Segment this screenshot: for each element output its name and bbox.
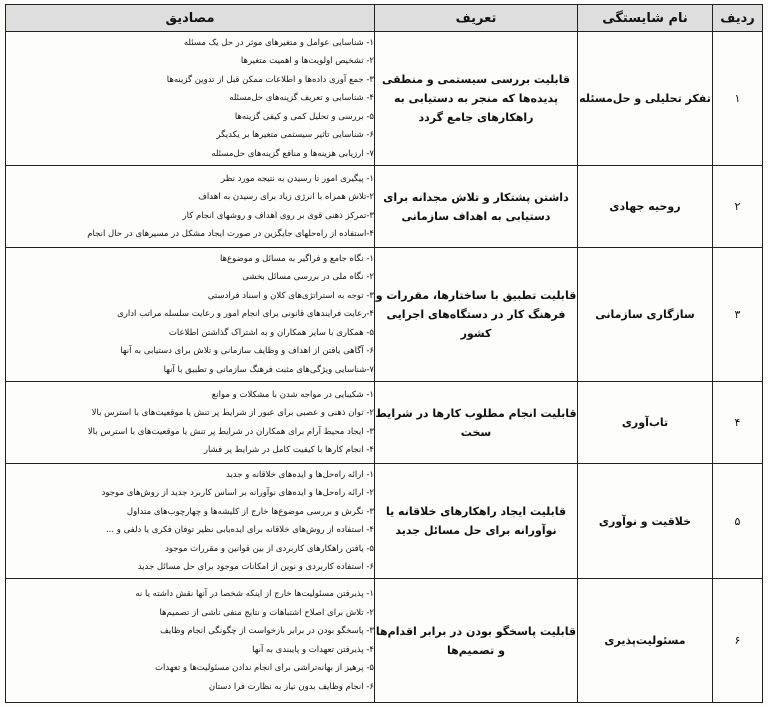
examples-cell (6, 579, 375, 703)
example-item: ۳- نگرش و بررسی موضوع‌ها خارج از کلیشه‌ها و چهارچوب‌های متداول (126, 506, 374, 517)
row-number: ۲ (713, 166, 763, 248)
examples-cell (6, 248, 375, 382)
example-item: ۷-شناسایی ویژگی‌های مثبت فرهنگ سازمانی و تطبیق با آنها (163, 364, 374, 375)
examples-cell (6, 166, 375, 248)
example-item: ۱- ارائه راه‌حل‌ها و ایده‌های خلاقانه و جدید (225, 469, 374, 480)
table-row (6, 32, 763, 166)
header-examples: مصادیق (6, 5, 375, 32)
examples-list (6, 170, 374, 244)
examples-list (6, 386, 374, 460)
row-number: ۴ (713, 382, 763, 464)
competency-definition: قابلیت پاسخگو بودن در برابر اقدام‌ها و تصمیم‌ها (375, 579, 578, 703)
example-item: ۴- استفاده از روش‌های خلاقانه برای ایده‌یابی نظیر توفان فکری یا دلفی و ... (105, 525, 374, 535)
competency-name: مسئولیت‌پذیری (578, 579, 713, 703)
examples-cell (6, 464, 375, 579)
example-item: ۳- پاسخگو بودن در برابر بازخواست از چگونگی انجام وظایف (160, 626, 374, 636)
example-item: ۳-تمرکز ذهنی قوی بر روی اهداف و روشهای انجام کار (182, 210, 374, 221)
table-row (6, 166, 763, 248)
table-row (6, 464, 763, 579)
example-item: ۵- یافتن راهکارهای کاربردی از بین قوانین و مقررات موجود (165, 543, 374, 554)
competency-name: روحیه جهادی (578, 166, 713, 248)
example-item: ۴- پذیرفتن تعهدات و پایبندی به آنها (252, 644, 374, 655)
example-item: ۴-استفاده از راه‌حلهای جایگزین در صورت ایجاد مشکل در مسیرهای در حال انجام (87, 229, 374, 239)
row-number: ۵ (713, 464, 763, 579)
example-item: ۲- توان ذهنی و عصبی برای عبور از شرایط پر تنش یا موقعیت‌های با استرس بالا (91, 408, 374, 418)
example-item: ۲- نگاه ملی در بررسی مسائل بخشی (242, 272, 374, 283)
example-item: ۲-تلاش همراه با انرژی زیاد برای رسیدن به اهداف (198, 192, 374, 202)
examples-list (6, 585, 374, 696)
competency-definition: قابلیت ایجاد راهکارهای خلاقانه یا نوآورانه برای حل مسائل جدید (375, 464, 578, 579)
example-item: ۱- پذیرفتن مسئولیت‌ها خارج از اینکه شخصا در آنها نقش داشته یا نه (135, 589, 374, 599)
table-row (6, 579, 763, 703)
example-item: ۴-رعایت فرایندهای قانونی برای انجام امور و رعایت سلسله مراتب اداری (117, 309, 374, 320)
row-number: ۳ (713, 248, 763, 382)
example-item: ۵- بررسی و تحلیل کمی و کیفی گزینه‌ها (234, 111, 374, 122)
row-number: ۶ (713, 579, 763, 703)
example-item: ۲- تشخیص اولویت‌ها و اهمیت متغیرها (240, 56, 374, 67)
example-item: ۵- همکاری با سایر همکاران و به اشتراک گذاشتن اطلاعات (168, 327, 374, 338)
example-item: ۱- شناسایی عوامل و متغیرهای موثر در حل یک مسئله (183, 37, 374, 48)
example-item: ۴- شناسایی و تعریف گزینه‌های حل‌مسئله (229, 93, 374, 104)
header-row (6, 5, 763, 32)
header-competency-name: نام شایستگی (578, 5, 713, 32)
competency-definition: قابلیت بررسی سیستمی و منطقی پدیده‌ها که منجر به دستیابی به راهکارهای جامع گردد (375, 32, 578, 166)
header-definition: تعریف (375, 5, 578, 32)
example-item: ۱- شکیبایی در مواجه شدن با مشکلات و موانع (211, 389, 374, 400)
example-item: ۷- ارزیابی هزینه‌ها و منافع گزینه‌های حل‌مسئله (211, 148, 374, 159)
competency-name: تاب‌آوری (578, 382, 713, 464)
example-item: ۶- آگاهی یافتن از اهداف و وظایف سازمانی و تلاش برای دستیابی به آنها (120, 346, 374, 357)
example-item: ۳- توجه به استراتژی‌های کلان و اسناد فرادستی (207, 290, 374, 301)
competency-definition: قابلیت انجام مطلوب کارها در شرایط سخت (375, 382, 578, 464)
competency-definition: داشتن پشتکار و تلاش مجدانه برای دستیابی به اهداف سازمانی (375, 166, 578, 248)
example-item: ۳- ایجاد محیط آرام برای همکاران در شرایط پر تنش یا موقعیت‌های با استرس بالا (87, 426, 374, 437)
table-row (6, 248, 763, 382)
table-body (6, 32, 763, 703)
example-item: ۱- نگاه جامع و فراگیر به مسائل و موضوع‌ها (219, 253, 374, 264)
example-item: ۶- انجام وظایف بدون نیاز به نظارت فرا دستان (208, 681, 374, 692)
example-item: ۱- پیگیری امور تا رسیدن به نتیجه مورد نظر (221, 173, 374, 184)
examples-cell (6, 382, 375, 464)
examples-list (6, 466, 374, 577)
examples-list (6, 34, 374, 164)
examples-cell (6, 32, 375, 166)
table-row (6, 382, 763, 464)
example-item: ۶- شناسایی تاثیر سیستمی متغیرها بر یکدیگر (216, 130, 374, 141)
row-number: ۱ (713, 32, 763, 166)
example-item: ۲- ارائه راه‌حل‌ها و ایده‌های نوآورانه بر اساس کاربرد جدید از روش‌های موجود (101, 488, 374, 498)
competency-name: تفکر تحلیلی و حل‌مسئله (578, 32, 713, 166)
competency-table (5, 4, 763, 703)
competency-definition: قابلیت تطبیق با ساختارها، مقررات و فرهنگ کار در دستگاه‌های اجرایی کشور (375, 248, 578, 382)
competency-name: خلاقیت و نوآوری (578, 464, 713, 579)
example-item: ۵- پرهیز از بهانه‌تراشی برای انجام ندادن مسئولیت‌ها و تعهدات (155, 663, 374, 673)
example-item: ۳- جمع آوری داده‌ها و اطلاعات ممکن قبل از تدوین گزینه‌ها (166, 74, 374, 85)
example-item: ۶- استفاده کاربردی و نوین از امکانات موجود برای حل مسائل جدید (137, 562, 374, 572)
examples-list (6, 250, 374, 380)
competency-name: سازگاری سازمانی (578, 248, 713, 382)
example-item: ۴- انجام کارها با کیفیت کامل در شرایط پر فشار (203, 445, 374, 455)
header-row-number: ردیف (713, 5, 763, 32)
example-item: ۲- تلاش برای اصلاح اشتباهات و نتایج منفی ناشی از تصمیم‌ها (159, 607, 374, 618)
